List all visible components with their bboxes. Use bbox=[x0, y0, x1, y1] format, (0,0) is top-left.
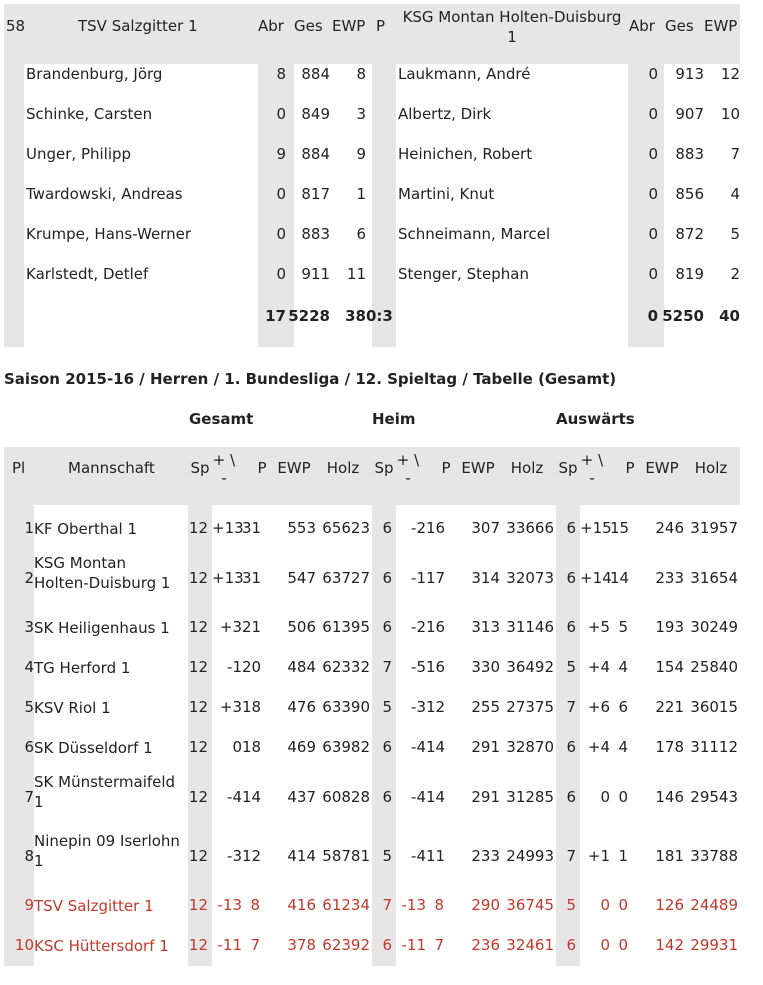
holz-cell: 61395 bbox=[322, 618, 370, 636]
p-cell: 15 bbox=[610, 519, 630, 537]
p-cell: 14 bbox=[426, 787, 446, 806]
diff-cell: 0 bbox=[600, 936, 610, 954]
sp-cell: 12 bbox=[188, 896, 208, 914]
ewp-cell: 313 bbox=[471, 618, 500, 636]
ewp-cell: 476 bbox=[287, 698, 316, 716]
sp-cell: 6 bbox=[382, 936, 392, 954]
diff-cell: 0 bbox=[600, 896, 610, 914]
away-player-abr: 0 bbox=[648, 185, 658, 203]
team-name-cell[interactable] bbox=[34, 618, 188, 638]
total-result: 0:3 bbox=[366, 307, 393, 325]
team-name-cell[interactable] bbox=[34, 519, 188, 539]
sp-cell: 12 bbox=[188, 846, 208, 865]
team-name-cell[interactable] bbox=[34, 658, 188, 678]
sp-cell: 6 bbox=[382, 618, 392, 636]
holz-cell: 31957 bbox=[690, 519, 738, 537]
diff-cell: +3 bbox=[219, 618, 242, 636]
away-player-name: Laukmann, André bbox=[398, 65, 531, 83]
home-player-abr: 0 bbox=[276, 265, 286, 283]
sp-cell: 5 bbox=[382, 698, 392, 716]
diff-cell: -4 bbox=[227, 787, 242, 806]
sp-cell: 7 bbox=[566, 846, 576, 865]
holz-cell: 62332 bbox=[322, 658, 370, 676]
diff-cell: -13 bbox=[217, 896, 242, 914]
holz-cell: 25840 bbox=[690, 658, 738, 676]
home-player-ges: 883 bbox=[301, 225, 330, 243]
ewp-cell: 181 bbox=[655, 846, 684, 865]
rank-cell: 3 bbox=[24, 618, 34, 636]
col-header-holz: Holz bbox=[694, 459, 728, 477]
holz-cell: 24489 bbox=[690, 896, 738, 914]
match-number: 58 bbox=[6, 17, 26, 35]
home-player-ges: 817 bbox=[301, 185, 330, 203]
team-name-line: 1 bbox=[34, 852, 44, 870]
away-player-abr: 0 bbox=[648, 145, 658, 163]
team-name-line: KF Oberthal 1 bbox=[34, 520, 138, 538]
diff-cell: +3 bbox=[219, 698, 242, 716]
holz-cell: 63727 bbox=[322, 568, 370, 587]
sp-cell: 12 bbox=[188, 738, 208, 756]
ewp-cell: 233 bbox=[655, 568, 684, 587]
sp-cell: 6 bbox=[382, 787, 392, 806]
team-name-line: SK Münstermaifeld bbox=[34, 773, 176, 791]
rank-cell: 10 bbox=[14, 936, 34, 954]
col-header-plus: + \ bbox=[212, 451, 236, 469]
diff-cell: +4 bbox=[587, 738, 610, 756]
p-cell: 18 bbox=[242, 698, 262, 716]
diff-cell: -2 bbox=[411, 519, 426, 537]
home-player-ges: 849 bbox=[301, 105, 330, 123]
sp-cell: 12 bbox=[188, 618, 208, 636]
team-name-cell[interactable] bbox=[34, 896, 188, 916]
away-player-abr: 0 bbox=[648, 265, 658, 283]
away-team-name: KSG Montan Holten-Duisburg 1 bbox=[402, 8, 622, 46]
home-player-name: Krumpe, Hans-Werner bbox=[26, 225, 191, 243]
col-header-plus: + \ bbox=[396, 451, 420, 469]
away-player-ges: 872 bbox=[675, 225, 704, 243]
home-player-ges: 884 bbox=[301, 65, 330, 83]
p-cell: 20 bbox=[242, 658, 262, 676]
p-cell: 4 bbox=[618, 738, 628, 756]
ewp-cell: 378 bbox=[287, 936, 316, 954]
diff-cell: -3 bbox=[411, 698, 426, 716]
holz-cell: 58781 bbox=[322, 846, 370, 865]
holz-cell: 65623 bbox=[322, 519, 370, 537]
team-name-line: KSG Montan bbox=[34, 554, 126, 572]
home-player-ewp: 6 bbox=[356, 225, 366, 243]
p-cell: 16 bbox=[426, 658, 446, 676]
diff-cell: +5 bbox=[587, 618, 610, 636]
sp-cell: 5 bbox=[566, 896, 576, 914]
diff-cell: -11 bbox=[217, 936, 242, 954]
total-away-ges: 5250 bbox=[662, 307, 704, 325]
home-player-ewp: 9 bbox=[356, 145, 366, 163]
col-header-ewp: EWP bbox=[645, 459, 679, 477]
away-player-abr: 0 bbox=[648, 105, 658, 123]
ewp-cell: 233 bbox=[471, 846, 500, 865]
p-cell: 14 bbox=[610, 568, 630, 587]
sp-cell: 12 bbox=[188, 568, 208, 587]
holz-cell: 36492 bbox=[506, 658, 554, 676]
total-away-abr: 0 bbox=[647, 307, 658, 325]
header-home-ewp: EWP bbox=[332, 17, 366, 35]
p-cell: 18 bbox=[242, 738, 262, 756]
p-cell: 4 bbox=[618, 658, 628, 676]
home-player-ewp: 1 bbox=[356, 185, 366, 203]
p-cell: 16 bbox=[426, 618, 446, 636]
sp-cell: 7 bbox=[566, 698, 576, 716]
home-player-abr: 9 bbox=[276, 145, 286, 163]
col-header-p: P bbox=[441, 459, 451, 477]
p-cell: 12 bbox=[426, 698, 446, 716]
home-player-abr: 0 bbox=[276, 225, 286, 243]
diff-cell: -4 bbox=[411, 738, 426, 756]
p-cell: 7 bbox=[434, 936, 444, 954]
away-player-ges: 819 bbox=[675, 265, 704, 283]
header-result-p: P bbox=[376, 17, 386, 35]
ewp-cell: 154 bbox=[655, 658, 684, 676]
holz-cell: 36015 bbox=[690, 698, 738, 716]
sp-cell: 5 bbox=[566, 658, 576, 676]
home-player-ewp: 11 bbox=[346, 265, 366, 283]
sp-cell: 7 bbox=[382, 658, 392, 676]
team-name-cell[interactable] bbox=[34, 698, 188, 718]
diff-cell: -5 bbox=[411, 658, 426, 676]
away-player-ges: 913 bbox=[675, 65, 704, 83]
rank-cell: 7 bbox=[24, 787, 34, 806]
col-header-minus: - bbox=[221, 469, 227, 487]
total-away-ewp: 40 bbox=[719, 307, 740, 325]
away-player-name: Martini, Knut bbox=[398, 185, 495, 203]
holz-cell: 61234 bbox=[322, 896, 370, 914]
ewp-cell: 414 bbox=[287, 846, 316, 865]
team-name-line: SK Heiligenhaus 1 bbox=[34, 619, 170, 637]
p-cell: 7 bbox=[250, 936, 260, 954]
diff-cell: -3 bbox=[227, 846, 242, 865]
away-player-ewp: 7 bbox=[730, 145, 740, 163]
home-player-ewp: 8 bbox=[356, 65, 366, 83]
p-cell: 14 bbox=[242, 787, 262, 806]
holz-cell: 63390 bbox=[322, 698, 370, 716]
sp-cell: 6 bbox=[382, 568, 392, 587]
ewp-cell: 178 bbox=[655, 738, 684, 756]
sp-cell: 6 bbox=[382, 519, 392, 537]
header-home-ges: Ges bbox=[294, 17, 323, 35]
p-cell: 0 bbox=[618, 896, 628, 914]
ewp-cell: 437 bbox=[287, 787, 316, 806]
ewp-cell: 330 bbox=[471, 658, 500, 676]
match-left-gutter bbox=[4, 64, 24, 347]
diff-cell: +13 bbox=[212, 568, 244, 587]
group-header-gesamt: Gesamt bbox=[189, 410, 254, 428]
holz-cell: 31112 bbox=[690, 738, 738, 756]
holz-cell: 24993 bbox=[506, 846, 554, 865]
ewp-cell: 416 bbox=[287, 896, 316, 914]
col-header-pl: Pl bbox=[12, 459, 26, 477]
p-cell: 11 bbox=[426, 846, 446, 865]
diff-cell: -13 bbox=[401, 896, 426, 914]
rank-cell: 5 bbox=[24, 698, 34, 716]
team-name-cell[interactable] bbox=[34, 772, 188, 812]
col-header-sp: Sp bbox=[558, 459, 578, 477]
sp-cell: 6 bbox=[382, 738, 392, 756]
team-name-line: KSV Riol 1 bbox=[34, 699, 111, 717]
sp-cell: 5 bbox=[382, 846, 392, 865]
team-name-cell[interactable] bbox=[34, 553, 188, 593]
away-player-name: Schneimann, Marcel bbox=[398, 225, 551, 243]
holz-cell: 29931 bbox=[690, 936, 738, 954]
holz-cell: 60828 bbox=[322, 787, 370, 806]
p-cell: 8 bbox=[434, 896, 444, 914]
p-cell: 16 bbox=[426, 519, 446, 537]
team-name-cell[interactable] bbox=[34, 738, 188, 758]
ewp-cell: 291 bbox=[471, 787, 500, 806]
team-name-line: 1 bbox=[34, 793, 44, 811]
team-name-line: TSV Salzgitter 1 bbox=[34, 897, 154, 915]
col-header-ewp: EWP bbox=[461, 459, 495, 477]
p-cell: 0 bbox=[618, 787, 628, 806]
p-cell: 12 bbox=[242, 846, 262, 865]
sp-cell: 6 bbox=[566, 568, 576, 587]
holz-cell: 29543 bbox=[690, 787, 738, 806]
p-cell: 0 bbox=[618, 936, 628, 954]
ewp-cell: 221 bbox=[655, 698, 684, 716]
diff-cell: -2 bbox=[411, 618, 426, 636]
away-player-name: Heinichen, Robert bbox=[398, 145, 533, 163]
sp-cell: 6 bbox=[566, 787, 576, 806]
holz-cell: 62392 bbox=[322, 936, 370, 954]
header-home-abr: Abr bbox=[258, 17, 284, 35]
away-player-abr: 0 bbox=[648, 225, 658, 243]
rank-cell: 6 bbox=[24, 738, 34, 756]
header-away-ewp: EWP bbox=[704, 17, 738, 35]
holz-cell: 31285 bbox=[506, 787, 554, 806]
holz-cell: 27375 bbox=[506, 698, 554, 716]
p-cell: 31 bbox=[242, 568, 262, 587]
col-header-holz: Holz bbox=[510, 459, 544, 477]
sp-cell: 6 bbox=[566, 936, 576, 954]
diff-cell: -1 bbox=[411, 568, 426, 587]
diff-cell: 0 bbox=[232, 738, 242, 756]
ewp-cell: 236 bbox=[471, 936, 500, 954]
diff-cell: -4 bbox=[411, 787, 426, 806]
holz-cell: 36745 bbox=[506, 896, 554, 914]
away-player-ewp: 4 bbox=[730, 185, 740, 203]
home-player-ges: 884 bbox=[301, 145, 330, 163]
away-player-ges: 907 bbox=[675, 105, 704, 123]
home-player-name: Brandenburg, Jörg bbox=[26, 65, 163, 83]
ewp-cell: 506 bbox=[287, 618, 316, 636]
rank-cell: 4 bbox=[24, 658, 34, 676]
col-header-ewp: EWP bbox=[277, 459, 311, 477]
team-name-line: Ninepin 09 Iserlohn bbox=[34, 832, 180, 850]
away-player-ewp: 10 bbox=[720, 105, 740, 123]
rank-cell: 9 bbox=[24, 896, 34, 914]
holz-cell: 31654 bbox=[690, 568, 738, 587]
holz-cell: 32073 bbox=[506, 568, 554, 587]
total-home-ges: 5228 bbox=[288, 307, 330, 325]
ewp-cell: 126 bbox=[655, 896, 684, 914]
p-cell: 17 bbox=[426, 568, 446, 587]
team-name-cell[interactable] bbox=[34, 831, 188, 871]
team-name-line: Holten-Duisburg 1 bbox=[34, 574, 171, 592]
diff-cell: +4 bbox=[587, 658, 610, 676]
home-player-abr: 0 bbox=[276, 185, 286, 203]
away-player-ges: 856 bbox=[675, 185, 704, 203]
standings-title: Saison 2015-16 / Herren / 1. Bundesliga / 12. Spieltag / Tabelle (Gesamt) bbox=[4, 370, 617, 388]
team-name-line: SK Düsseldorf 1 bbox=[34, 739, 153, 757]
ewp-cell: 307 bbox=[471, 519, 500, 537]
rank-cell: 2 bbox=[24, 568, 34, 587]
sp-cell: 12 bbox=[188, 936, 208, 954]
group-header-auswaerts: Auswärts bbox=[556, 410, 635, 428]
ewp-cell: 314 bbox=[471, 568, 500, 587]
ewp-cell: 547 bbox=[287, 568, 316, 587]
holz-cell: 33788 bbox=[690, 846, 738, 865]
diff-cell: +14 bbox=[580, 568, 612, 587]
holz-cell: 32461 bbox=[506, 936, 554, 954]
holz-cell: 33666 bbox=[506, 519, 554, 537]
diff-cell: +6 bbox=[587, 698, 610, 716]
header-away-abr: Abr bbox=[629, 17, 655, 35]
home-player-name: Karlstedt, Detlef bbox=[26, 265, 149, 283]
away-player-ges: 883 bbox=[675, 145, 704, 163]
ewp-cell: 469 bbox=[287, 738, 316, 756]
total-home-ewp: 38 bbox=[345, 307, 366, 325]
home-player-abr: 0 bbox=[276, 105, 286, 123]
p-cell: 6 bbox=[618, 698, 628, 716]
team-name-line: TG Herford 1 bbox=[34, 659, 131, 677]
away-player-ewp: 12 bbox=[720, 65, 740, 83]
away-player-abr: 0 bbox=[648, 65, 658, 83]
sp-cell: 7 bbox=[382, 896, 392, 914]
header-away-ges: Ges bbox=[665, 17, 694, 35]
home-player-name: Unger, Philipp bbox=[26, 145, 132, 163]
rank-cell: 1 bbox=[24, 519, 34, 537]
col-header-holz: Holz bbox=[326, 459, 360, 477]
diff-cell: +1 bbox=[587, 846, 610, 865]
home-player-abr: 8 bbox=[276, 65, 286, 83]
p-cell: 8 bbox=[250, 896, 260, 914]
rank-cell: 8 bbox=[24, 846, 34, 865]
ewp-cell: 290 bbox=[471, 896, 500, 914]
ewp-cell: 142 bbox=[655, 936, 684, 954]
col-header-minus: - bbox=[405, 469, 411, 487]
ewp-cell: 246 bbox=[655, 519, 684, 537]
p-cell: 5 bbox=[618, 618, 628, 636]
col-header-p: P bbox=[625, 459, 635, 477]
col-header-sp: Sp bbox=[190, 459, 210, 477]
holz-cell: 63982 bbox=[322, 738, 370, 756]
diff-cell: -4 bbox=[411, 846, 426, 865]
team-name-cell[interactable] bbox=[34, 936, 188, 956]
away-player-name: Stenger, Stephan bbox=[398, 265, 529, 283]
diff-cell: +13 bbox=[212, 519, 244, 537]
away-player-ewp: 2 bbox=[730, 265, 740, 283]
home-team-name: TSV Salzgitter 1 bbox=[78, 17, 198, 35]
p-cell: 14 bbox=[426, 738, 446, 756]
ewp-cell: 291 bbox=[471, 738, 500, 756]
sp-cell: 6 bbox=[566, 618, 576, 636]
sp-cell: 6 bbox=[566, 519, 576, 537]
col-header-p: P bbox=[257, 459, 267, 477]
home-player-name: Schinke, Carsten bbox=[26, 105, 153, 123]
diff-cell: -11 bbox=[401, 936, 426, 954]
home-player-ewp: 3 bbox=[356, 105, 366, 123]
ewp-cell: 484 bbox=[287, 658, 316, 676]
home-player-name: Twardowski, Andreas bbox=[26, 185, 183, 203]
sp-cell: 12 bbox=[188, 519, 208, 537]
ewp-cell: 193 bbox=[655, 618, 684, 636]
ewp-cell: 255 bbox=[471, 698, 500, 716]
group-header-heim: Heim bbox=[372, 410, 416, 428]
ewp-cell: 553 bbox=[287, 519, 316, 537]
col-header-minus: - bbox=[589, 469, 595, 487]
diff-cell: -1 bbox=[227, 658, 242, 676]
team-name-line: KSC Hüttersdorf 1 bbox=[34, 937, 169, 955]
diff-cell: 0 bbox=[600, 787, 610, 806]
holz-cell: 30249 bbox=[690, 618, 738, 636]
sp-cell: 6 bbox=[566, 738, 576, 756]
ewp-cell: 146 bbox=[655, 787, 684, 806]
sp-cell: 12 bbox=[188, 787, 208, 806]
sp-cell: 12 bbox=[188, 698, 208, 716]
p-cell: 1 bbox=[618, 846, 628, 865]
match-result-column bbox=[372, 64, 396, 347]
holz-cell: 31146 bbox=[506, 618, 554, 636]
away-player-ewp: 5 bbox=[730, 225, 740, 243]
p-cell: 21 bbox=[242, 618, 262, 636]
col-header-sp: Sp bbox=[374, 459, 394, 477]
p-cell: 31 bbox=[242, 519, 262, 537]
total-home-abr: 17 bbox=[265, 307, 286, 325]
holz-cell: 32870 bbox=[506, 738, 554, 756]
home-player-ges: 911 bbox=[301, 265, 330, 283]
diff-cell: +15 bbox=[580, 519, 612, 537]
sp-cell: 12 bbox=[188, 658, 208, 676]
col-header-team: Mannschaft bbox=[68, 459, 155, 477]
away-player-name: Albertz, Dirk bbox=[398, 105, 492, 123]
col-header-plus: + \ bbox=[580, 451, 604, 469]
